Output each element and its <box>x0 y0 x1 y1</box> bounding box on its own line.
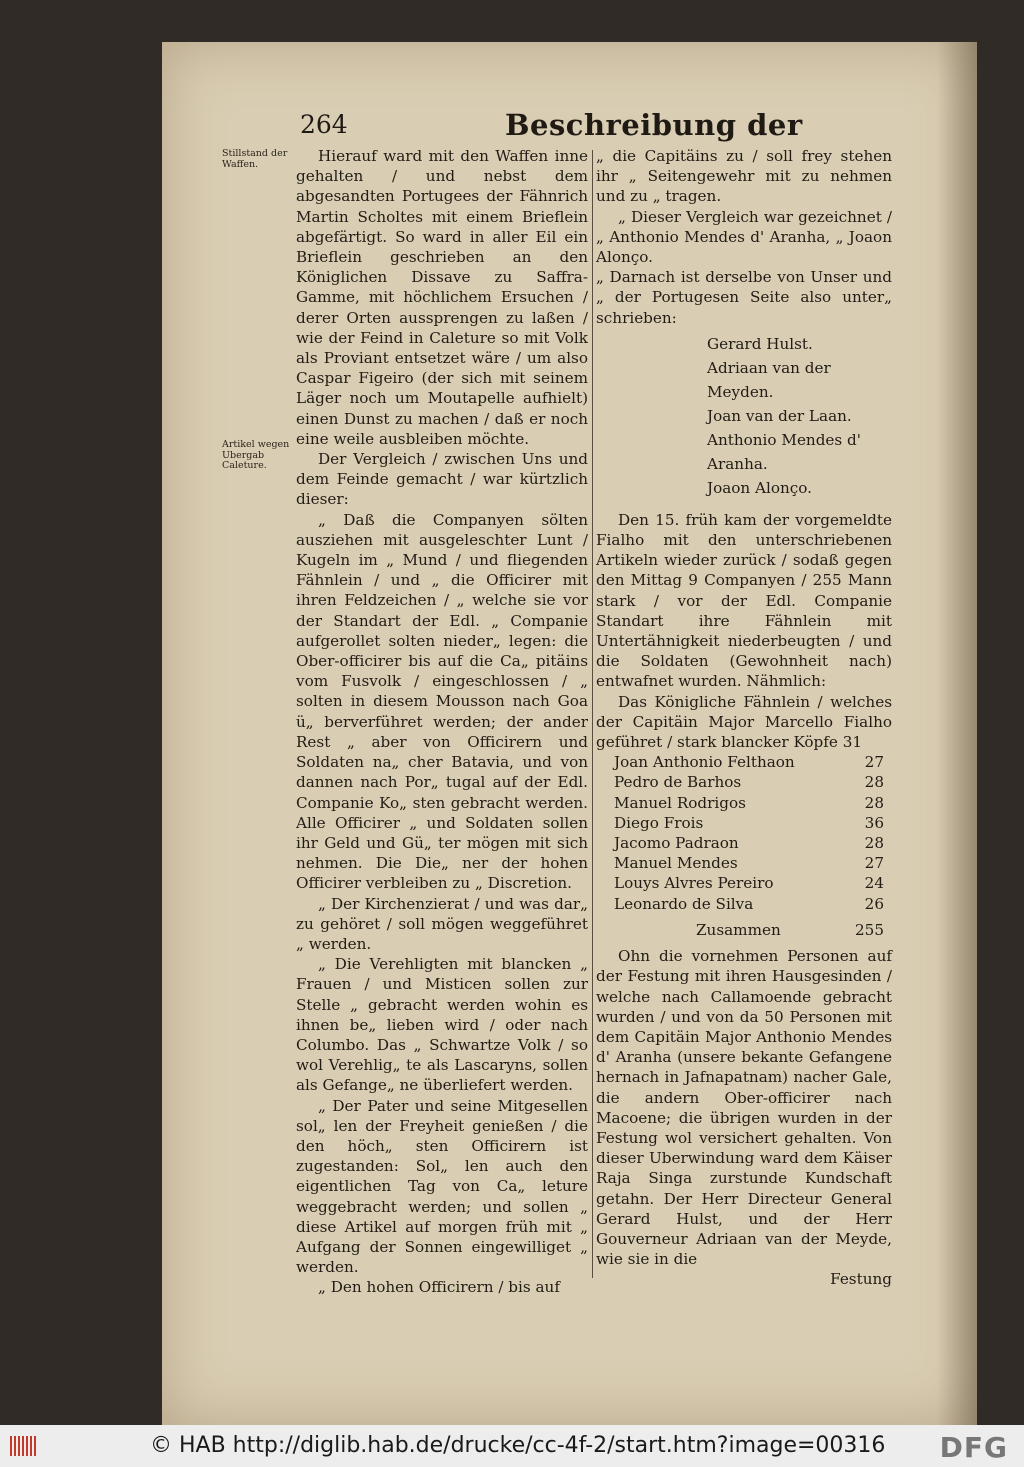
running-head: Beschreibung der <box>505 108 803 142</box>
muster-row <box>596 833 892 853</box>
dfg-logo: DFG <box>939 1431 1008 1464</box>
signatory: Adriaan van der Meyden. <box>707 358 831 401</box>
captain-name: Diego Frois <box>614 813 704 832</box>
captain-name: Louys Alvres Pereiro <box>614 874 774 893</box>
paragraph: „ Die Verehligten mit blancken „ Frauen / und Misticen sollen zur Stelle „ gebracht werden wohin es ihnen be„ lieben wird / oder nach Columbo. Das „ Schwartze Volk / so wol Verehlig„ te als Lascaryns, sollen als Gefange„ ne überliefert werden. <box>296 955 588 1095</box>
muster-row <box>596 853 892 873</box>
signatory: Gerard Hulst. <box>707 334 813 353</box>
book-page <box>162 42 977 1425</box>
muster-list <box>596 752 892 914</box>
catchword: Festung <box>830 1270 892 1289</box>
total-value: 255 <box>855 920 884 939</box>
margin-note: Stillstand der Waffen. <box>222 148 288 170</box>
page-number: 264 <box>300 110 348 139</box>
paragraph: „ Dieser Vergleich war gezeichnet / „ Anthonio Mendes d' Aranha, „ Joaon Alonço. <box>596 207 892 267</box>
captain-name: Pedro de Barhos <box>614 773 742 792</box>
muster-intro-count: 31 <box>842 733 863 752</box>
left-column <box>296 146 588 1298</box>
troop-count: 24 <box>864 874 884 893</box>
paragraph: Den 15. früh kam der vorgemeldte Fialho mit den unterschriebenen Artikeln wieder zurück / sodaß gegen den Mittag 9 Companyen / 255 Mann stark / vor der Edl. Companie Standart ihre Fähnlein mit Untertähnigkeit niederbeugten / und die Soldaten (Gewohnheit nach) entwafnet wurden. Nähmlich: <box>596 510 892 691</box>
paragraph: „ Den hohen Officirern / bis auf <box>318 1278 560 1297</box>
paragraph: „ Daß die Companyen sölten ausziehen mit ausgeleschter Lunt / Kugeln im „ Mund / und fliegenden Fähnlein / und „ die Officirer mit ihren Feldzeichen / „ welche sie vor der Standart der Edl. „ Companie aufgerollet solten nieder„ legen: die Ober-officirer bis auf die Ca„ pitäins vom Fusvolk / eingeschlossen / „ solten in diesem Mousson nach Goa ü„ berverführet werden; der ander Rest „ aber von Officirern und Soldaten na„ cher Batavia, und von dannen nach Por„ tugal auf der Edl. Companie Ko„ sten gebracht werden. Alle Officirer „ und Soldaten sollen ihr Geld und Gü„ ter mögen mit sich nehmen. Die Die„ ner der hohen Officirer verbleiben zu „ Discretion. <box>296 510 588 893</box>
troop-count: 28 <box>864 834 884 853</box>
muster-row <box>596 894 892 914</box>
troop-count: 36 <box>864 813 884 832</box>
muster-total <box>596 920 892 940</box>
paragraph: „ die Capitäins zu / soll frey stehen ihr „ Seitengewehr mit zu nehmen und zu „ tragen. <box>596 147 892 206</box>
paragraph: Ohn die vornehmen Personen auf der Festung mit ihren Hausgesinden / welche nach Callamoende gebracht wurden / und von da 50 Personen mit dem Capitäin Major Anthonio Mendes d' Aranha (unsere bekante Gefangene hernach in Jafnapatnam) nacher Gale, die andern Ober-officirer nach Macoene; die übrigen wurden in der Festung wol versichert gehalten. Von dieser Uberwindung ward dem Käiser Raja Singa zurstunde Kundschaft getahn. Der Herr Directeur General Gerard Hulst, und der Herr Gouverneur Adriaan van der Meyde, wie sie in die <box>596 947 892 1269</box>
signatory: Joaon Alonço. <box>707 478 812 497</box>
muster-row <box>596 813 892 833</box>
captain-name: Jacomo Padraon <box>614 834 739 853</box>
paragraph <box>596 692 892 753</box>
paragraph: Hierauf ward mit den Waffen inne gehalten / und nebst dem abgesandten Portugees der Fähnrich Martin Scholtes mit einem Brieflein abgefärtigt. So ward in aller Eil ein Brieflein geschrieben an den Königlichen Dissave zu Saffra-Gamme, mit höchlichem Ersuchen / derer Orten aussprengen zu laßen / wie der Feind in Caleture so mit Volk als Proviant entsetzet wäre / um also Caspar Figeiro (der sich mit seinem Läger noch um Moutapelle aufhielt) einen Dunst zu machen / daß er noch eine weile ausbleiben möchte. <box>296 147 588 448</box>
paragraph: „ Der Pater und seine Mitgesellen sol„ len der Freyheit genießen / die den höch„ sten Officirern ist zugestanden: Sol„ len auch den eigentlichen Tag von Ca„ leture weggebracht werden; und sollen „ diese Artikel auf morgen früh mit „ Aufgang der Sonnen eingewilliget „ werden. <box>296 1096 588 1277</box>
total-label: Zusammen <box>696 920 781 939</box>
signatory-list <box>596 332 892 500</box>
muster-row <box>596 752 892 772</box>
captain-name: Joan Anthonio Felthaon <box>614 753 795 772</box>
troop-count: 27 <box>864 753 884 772</box>
muster-row <box>596 873 892 893</box>
troop-count: 28 <box>864 793 884 812</box>
muster-intro: Das Königliche Fähnlein / welches der Capitäin Major Marcello Fialho geführet / stark blancker Köpfe <box>596 692 892 752</box>
troop-count: 26 <box>864 894 884 913</box>
hab-logo-icon <box>8 1433 38 1459</box>
margin-note: Artikel wegen Ubergab Caleture. <box>222 439 290 471</box>
troop-count: 27 <box>864 854 884 873</box>
paragraph: „ Der Kirchenzierat / und was dar„ zu gehöret / soll mögen weggeführet „ werden. <box>296 894 588 953</box>
captain-name: Leonardo de Silva <box>614 894 754 913</box>
captain-name: Manuel Mendes <box>614 854 738 873</box>
muster-row <box>596 772 892 792</box>
right-column <box>596 146 892 1290</box>
viewer-footer <box>0 1425 1024 1467</box>
captain-name: Manuel Rodrigos <box>614 793 746 812</box>
troop-count: 28 <box>864 773 884 792</box>
footer-link[interactable]: © HAB http://diglib.hab.de/drucke/cc-4f-2/start.htm?image=00316 <box>150 1433 886 1458</box>
page-header <box>300 110 857 144</box>
signatory: Joan van der Laan. <box>707 406 852 425</box>
page-edge-shadow <box>937 42 977 1425</box>
paragraph: Der Vergleich / zwischen Uns und dem Feinde gemacht / war kürtzlich dieser: <box>296 450 588 509</box>
paragraph: „ Darnach ist derselbe von Unser und „ der Portugesen Seite also unter„ schrieben: <box>596 268 892 327</box>
muster-row <box>596 793 892 813</box>
signatory: Anthonio Mendes d' Aranha. <box>707 430 861 473</box>
column-rule <box>592 150 593 1278</box>
